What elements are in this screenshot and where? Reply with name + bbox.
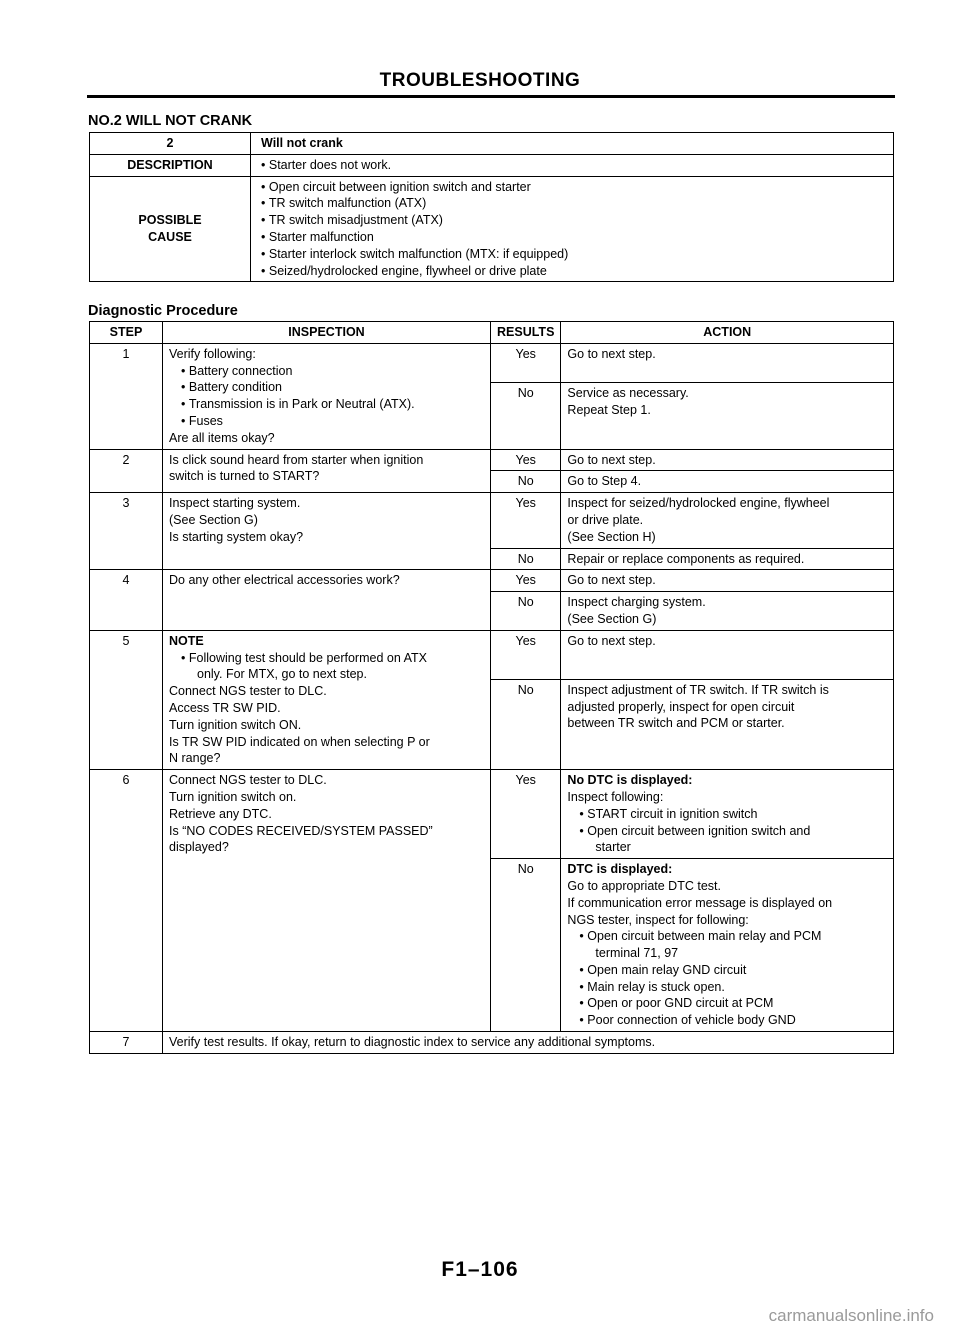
table-row	[90, 449, 894, 471]
table-header-row	[90, 322, 894, 344]
step-number: 7	[90, 1032, 163, 1054]
inspection-text: Connect NGS tester to DLC.	[169, 773, 327, 788]
column-header-action: ACTION	[561, 322, 894, 344]
result-no: No	[491, 471, 561, 493]
step-number: 4	[90, 570, 163, 630]
inspection-text: displayed?	[169, 840, 229, 855]
diagnostic-procedure-heading: Diagnostic Procedure	[88, 303, 238, 319]
possible-cause-label-line1: POSSIBLE	[138, 213, 202, 228]
inspection-item: • Battery connection	[169, 363, 484, 380]
action-cell	[561, 382, 894, 449]
action-text: (See Section H)	[567, 529, 656, 544]
table-row	[90, 493, 894, 548]
inspection-cell	[163, 343, 491, 449]
action-item: • Open or poor GND circuit at PCM	[567, 995, 887, 1012]
note-item: • Following test should be performed on ATX	[169, 650, 484, 667]
action-text: Inspect following:	[567, 789, 664, 804]
table-row	[90, 1032, 894, 1054]
inspection-text: Is starting system okay?	[169, 529, 304, 544]
column-header-inspection: INSPECTION	[163, 322, 491, 344]
action-item: starter	[595, 840, 631, 855]
result-no: No	[491, 679, 561, 769]
inspection-text: switch is turned to START?	[169, 469, 320, 484]
action-text: Inspect for seized/hydrolocked engine, flywheel	[567, 496, 830, 511]
cause-item: • TR switch misadjustment (ATX)	[261, 212, 887, 229]
inspection-item: • Transmission is in Park or Neutral (ATX).	[169, 396, 484, 413]
action-cell: Go to next step.	[561, 570, 894, 592]
inspection-text: Is TR SW PID indicated on when selecting P or	[169, 734, 430, 749]
diagnostic-procedure-table	[89, 321, 894, 1054]
inspection-text: N range?	[169, 751, 221, 766]
possible-cause-label	[90, 176, 251, 282]
table-row	[90, 343, 894, 382]
result-yes: Yes	[491, 449, 561, 471]
description-text: • Starter does not work.	[261, 158, 391, 172]
action-cell	[561, 770, 894, 859]
action-item: • Open main relay GND circuit	[567, 962, 887, 979]
column-header-step: STEP	[90, 322, 163, 344]
action-text: (See Section G)	[567, 611, 657, 626]
inspection-text: Is “NO CODES RECEIVED/SYSTEM PASSED”	[169, 823, 433, 838]
page-title: TROUBLESHOOTING	[379, 70, 581, 91]
action-text: Inspect adjustment of TR switch. If TR switch is	[567, 682, 829, 697]
step-number: 5	[90, 630, 163, 769]
action-item: • Poor connection of vehicle body GND	[567, 1012, 887, 1029]
action-text: between TR switch and PCM or starter.	[567, 716, 785, 731]
action-cell: Repair or replace components as required.	[561, 548, 894, 570]
step-number: 6	[90, 770, 163, 1032]
action-cell: Go to next step.	[561, 343, 894, 382]
action-item: • START circuit in ignition switch	[567, 806, 887, 823]
inspection-cell: Do any other electrical accessories work?	[163, 570, 491, 630]
inspection-text: Connect NGS tester to DLC.	[169, 684, 327, 699]
action-text: or drive plate.	[567, 512, 644, 527]
table-row	[90, 770, 894, 859]
action-item: terminal 71, 97	[595, 946, 679, 961]
inspection-text: Verify following:	[169, 346, 256, 361]
inspection-item: • Fuses	[169, 413, 484, 430]
cause-item: • Starter malfunction	[261, 229, 887, 246]
title-rule	[87, 95, 895, 98]
symptom-name: Will not crank	[251, 133, 894, 155]
inspection-text: Access TR SW PID.	[169, 700, 281, 715]
result-yes: Yes	[491, 630, 561, 679]
step-number: 3	[90, 493, 163, 570]
action-text: Repeat Step 1.	[567, 402, 651, 417]
inspection-cell	[163, 493, 491, 570]
result-yes: Yes	[491, 493, 561, 548]
cause-item: • Seized/hydrolocked engine, flywheel or drive plate	[261, 263, 887, 280]
action-text: Inspect charging system.	[567, 595, 706, 610]
action-item: • Open circuit between main relay and PCM	[567, 928, 887, 945]
inspection-text: Is click sound heard from starter when ignition	[169, 452, 424, 467]
description-label: DESCRIPTION	[90, 154, 251, 176]
result-yes: Yes	[491, 570, 561, 592]
step-number: 1	[90, 343, 163, 449]
inspection-text: (See Section G)	[169, 512, 258, 527]
symptom-number: 2	[90, 133, 251, 155]
page-number: F1–106	[441, 1258, 519, 1281]
action-title: DTC is displayed:	[567, 862, 673, 877]
inspection-text: Turn ignition switch on.	[169, 789, 297, 804]
step-number: 2	[90, 449, 163, 493]
action-cell	[561, 592, 894, 631]
result-no: No	[491, 592, 561, 631]
action-cell: Go to next step.	[561, 630, 894, 679]
inspection-item: • Battery condition	[169, 379, 484, 396]
result-no: No	[491, 859, 561, 1032]
inspection-cell: Verify test results. If okay, return to diagnostic index to service any additional symptoms.	[163, 1032, 894, 1054]
result-yes: Yes	[491, 343, 561, 382]
table-row	[90, 570, 894, 592]
inspection-cell	[163, 770, 491, 1032]
action-cell	[561, 859, 894, 1032]
inspection-text: Are all items okay?	[169, 430, 275, 445]
inspection-cell	[163, 630, 491, 769]
symptom-table	[89, 132, 894, 282]
inspection-text: Turn ignition switch ON.	[169, 717, 302, 732]
cause-item: • Open circuit between ignition switch and starter	[261, 179, 887, 196]
note-item: only. For MTX, go to next step.	[197, 667, 367, 682]
result-yes: Yes	[491, 770, 561, 859]
cause-item: • TR switch malfunction (ATX)	[261, 195, 887, 212]
action-text: If communication error message is displayed on	[567, 895, 833, 910]
action-text: NGS tester, inspect for following:	[567, 912, 749, 927]
table-row	[90, 630, 894, 679]
result-no: No	[491, 382, 561, 449]
possible-cause-label-line2: CAUSE	[148, 229, 192, 244]
inspection-text: Inspect starting system.	[169, 496, 301, 511]
action-title: No DTC is displayed:	[567, 773, 693, 788]
column-header-results: RESULTS	[491, 322, 561, 344]
action-text: adjusted properly, inspect for open circuit	[567, 699, 795, 714]
inspection-cell	[163, 449, 491, 493]
symptom-heading: NO.2 WILL NOT CRANK	[88, 113, 253, 129]
watermark: carmanualsonline.info	[768, 1306, 934, 1325]
inspection-text: Retrieve any DTC.	[169, 806, 272, 821]
action-item: • Main relay is stuck open.	[567, 979, 887, 996]
action-cell	[561, 493, 894, 548]
action-text: Go to appropriate DTC test.	[567, 878, 721, 893]
action-item: • Open circuit between ignition switch and	[567, 823, 887, 840]
result-no: No	[491, 548, 561, 570]
action-cell: Go to Step 4.	[561, 471, 894, 493]
possible-cause-list	[251, 176, 894, 282]
action-text: Service as necessary.	[567, 385, 689, 400]
action-cell	[561, 679, 894, 769]
note-label: NOTE	[169, 633, 204, 648]
action-cell: Go to next step.	[561, 449, 894, 471]
cause-item: • Starter interlock switch malfunction (MTX: if equipped)	[261, 246, 887, 263]
